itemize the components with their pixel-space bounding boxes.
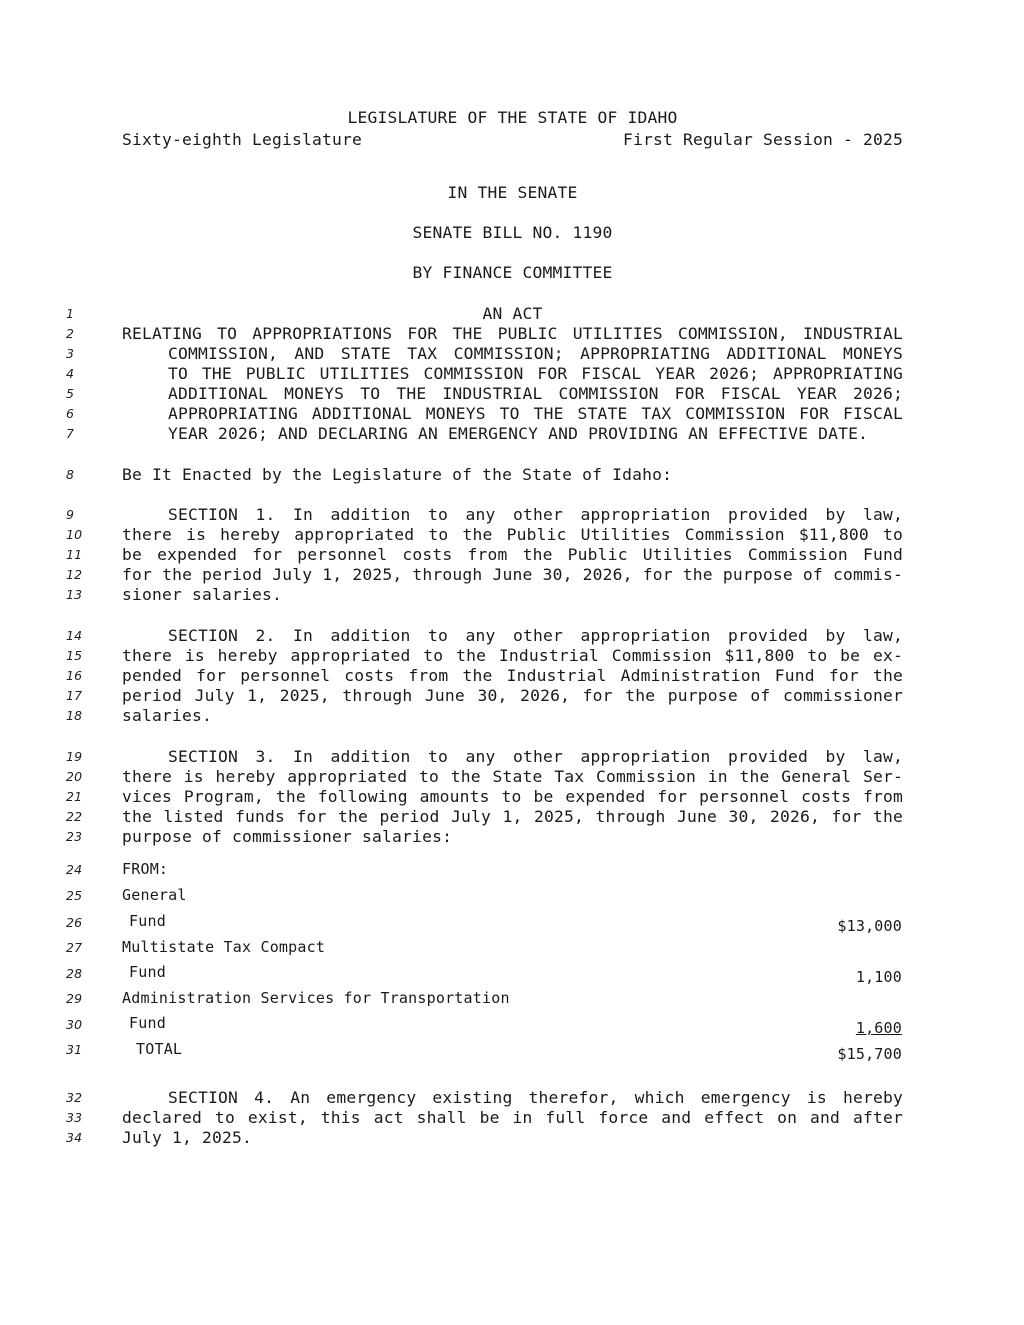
chamber-label: IN THE SENATE [447, 183, 578, 202]
bill-number: SENATE BILL NO. 1190 [412, 223, 613, 242]
line-number: 6 [66, 406, 75, 421]
section-1-line: sioner salaries. [122, 585, 283, 604]
line-number: 3 [66, 346, 75, 361]
line-number: 8 [66, 467, 75, 482]
line-number: 21 [66, 789, 83, 804]
line-number: 32 [66, 1090, 83, 1105]
from-label: FROM: [122, 860, 169, 878]
line-number: 20 [66, 769, 83, 784]
line-number: 13 [66, 587, 83, 602]
section-3-line: SECTION 3. In addition to any other appropriation provided by law, [168, 747, 903, 766]
section-1-line: for the period July 1, 2025, through June 30, 2026, for the purpose of commis- [122, 565, 903, 584]
fund-name: Administration Services for Transportation [122, 989, 510, 1007]
section-1-line: there is hereby appropriated to the Public Utilities Commission $11,800 to [122, 525, 903, 544]
title-line: TO THE PUBLIC UTILITIES COMMISSION FOR FISCAL YEAR 2026; APPROPRIATING [168, 364, 903, 383]
title-line: RELATING TO APPROPRIATIONS FOR THE PUBLIC UTILITIES COMMISSION, INDUSTRIAL [122, 324, 903, 343]
line-number: 16 [66, 668, 83, 683]
fund-name: Multistate Tax Compact [122, 938, 326, 956]
line-number: 22 [66, 809, 83, 824]
title-line: ADDITIONAL MONEYS TO THE INDUSTRIAL COMMISSION FOR FISCAL YEAR 2026; [168, 384, 903, 403]
section-1-line: be expended for personnel costs from the Public Utilities Commission Fund [122, 545, 903, 564]
session-label: First Regular Session - 2025 [622, 130, 903, 149]
line-number: 14 [66, 628, 83, 643]
line-number: 29 [66, 991, 83, 1006]
section-3-line: the listed funds for the period July 1, 2025, through June 30, 2026, for the [122, 807, 903, 826]
section-2-line: salaries. [122, 706, 213, 725]
line-number: 27 [66, 940, 83, 955]
title-line: APPROPRIATING ADDITIONAL MONEYS TO THE STATE TAX COMMISSION FOR FISCAL [168, 404, 903, 423]
section-4-line: declared to exist, this act shall be in full force and effect on and after [122, 1108, 903, 1127]
line-number: 4 [66, 366, 75, 381]
line-number: 1 [66, 306, 75, 321]
section-3-line: there is hereby appropriated to the State Tax Commission in the General Ser- [122, 767, 903, 786]
section-4-line: SECTION 4. An emergency existing therefor, which emergency is hereby [168, 1088, 903, 1107]
title-line: YEAR 2026; AND DECLARING AN EMERGENCY AND PROVIDING AN EFFECTIVE DATE. [168, 424, 869, 443]
line-number: 25 [66, 888, 83, 903]
line-number: 15 [66, 648, 83, 663]
section-2-line: period July 1, 2025, through June 30, 2026, for the purpose of commissioner [122, 686, 903, 705]
section-3-line: purpose of commissioner salaries: [122, 827, 453, 846]
fund-amount: 1,100 [855, 968, 902, 986]
total-amount: $15,700 [837, 1045, 902, 1063]
line-number: 11 [66, 547, 83, 562]
fund-label: Fund [129, 912, 166, 930]
line-number: 10 [66, 527, 83, 542]
title-line: COMMISSION, AND STATE TAX COMMISSION; APPROPRIATING ADDITIONAL MONEYS [168, 344, 903, 363]
act-heading: AN ACT [482, 304, 543, 323]
line-number: 24 [66, 862, 83, 877]
section-2-line: SECTION 2. In addition to any other appropriation provided by law, [168, 626, 903, 645]
line-number: 31 [66, 1042, 83, 1057]
fund-label: Fund [129, 963, 166, 981]
legislature-number: Sixty-eighth Legislature [122, 130, 363, 149]
fund-amount: 1,600 [855, 1019, 902, 1037]
line-number: 30 [66, 1017, 83, 1032]
line-number: 34 [66, 1130, 83, 1145]
line-number: 9 [66, 507, 75, 522]
line-number: 26 [66, 915, 83, 930]
legislature-title: LEGISLATURE OF THE STATE OF IDAHO [347, 108, 678, 127]
fund-label: Fund [129, 1014, 166, 1032]
line-number: 7 [66, 426, 75, 441]
fund-name: General [122, 886, 187, 904]
fund-amount: $13,000 [837, 917, 902, 935]
line-number: 17 [66, 688, 83, 703]
enacting-clause: Be It Enacted by the Legislature of the State of Idaho: [122, 465, 673, 484]
line-number: 33 [66, 1110, 83, 1125]
section-4-line: July 1, 2025. [122, 1128, 253, 1147]
section-2-line: pended for personnel costs from the Industrial Administration Fund for the [122, 666, 903, 685]
section-1-line: SECTION 1. In addition to any other appropriation provided by law, [168, 505, 903, 524]
sponsor-label: BY FINANCE COMMITTEE [412, 263, 613, 282]
line-number: 2 [66, 326, 75, 341]
line-number: 12 [66, 567, 83, 582]
section-3-line: vices Program, the following amounts to be expended for personnel costs from [122, 787, 903, 806]
line-number: 18 [66, 708, 83, 723]
section-2-line: there is hereby appropriated to the Industrial Commission $11,800 to be ex- [122, 646, 903, 665]
line-number: 23 [66, 829, 83, 844]
line-number: 5 [66, 386, 75, 401]
line-number: 28 [66, 966, 83, 981]
total-label: TOTAL [136, 1040, 183, 1058]
line-number: 19 [66, 749, 83, 764]
